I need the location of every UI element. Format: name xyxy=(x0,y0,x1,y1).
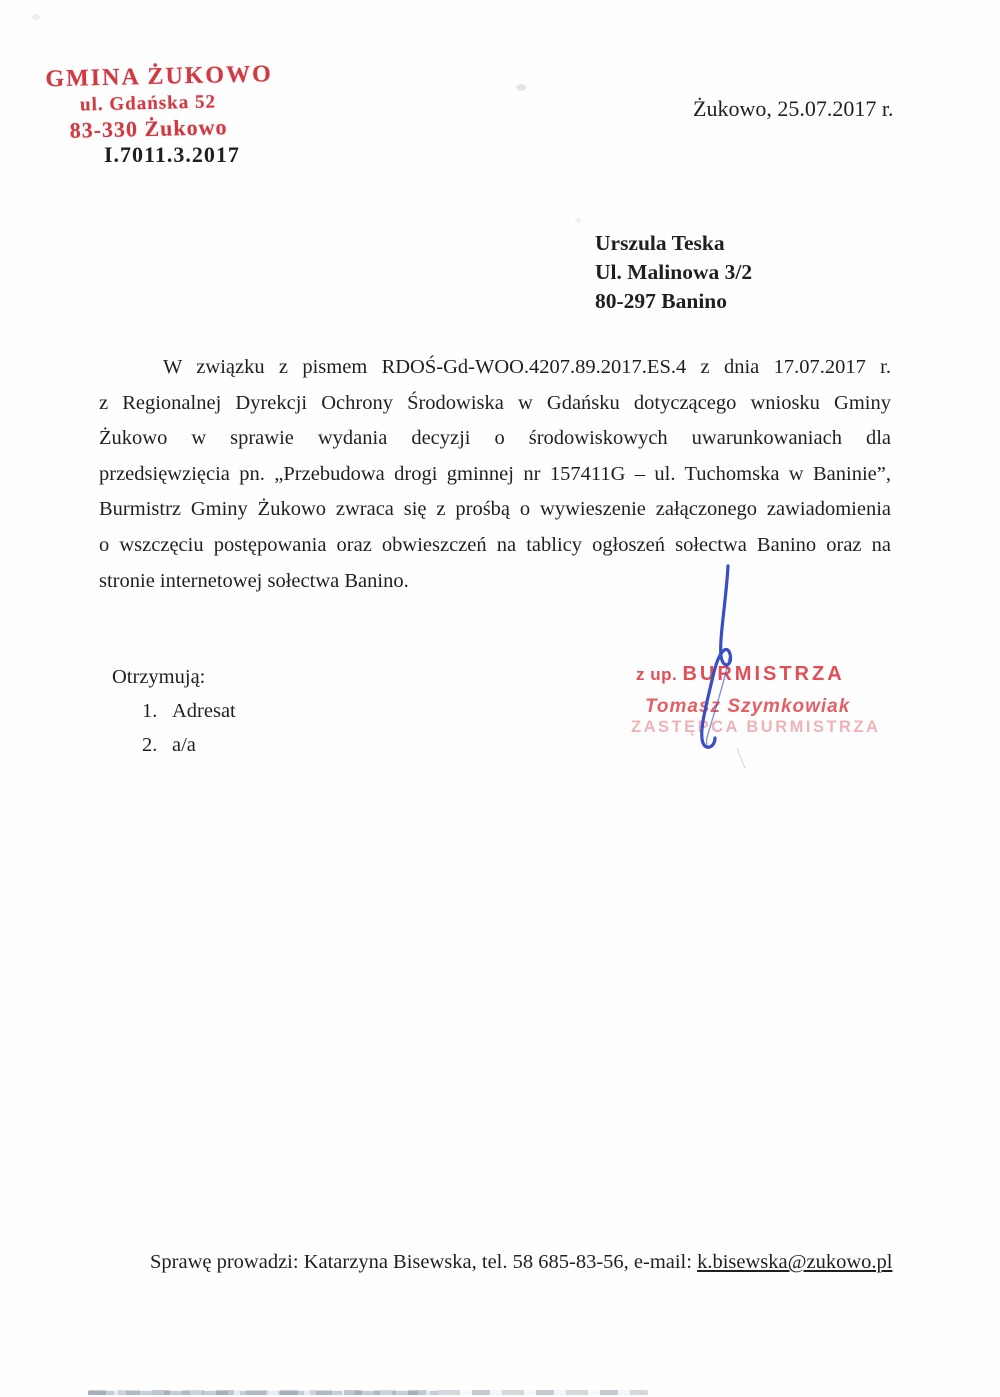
recipient-street: Ul. Malinowa 3/2 xyxy=(595,260,753,284)
letterhead-stamp xyxy=(45,61,274,145)
list-item-label: a/a xyxy=(172,734,196,756)
authority-prefix: z up. xyxy=(636,665,678,684)
distribution-list xyxy=(112,666,236,757)
body-line: z Regionalnej Dyrekcji Ochrony Środowiska w Gdańsku dotyczącego wniosku Gminy xyxy=(99,391,891,414)
scan-speck xyxy=(575,218,581,223)
scan-speck xyxy=(516,84,526,91)
body-line: Burmistrz Gminy Żukowo zwraca się z prośbą o wywieszenie załączonego zawiadomienia xyxy=(99,498,891,521)
recipient-city: 80-297 Banino xyxy=(595,289,728,313)
letterhead-org-name: GMINA ŻUKOWO xyxy=(45,61,274,93)
list-item xyxy=(142,734,236,757)
signer-name: Tomasz Szymkowiak xyxy=(645,696,851,717)
handwritten-signature xyxy=(655,552,785,782)
list-item-number: 1. xyxy=(142,700,158,722)
contact-text: Sprawę prowadzi: Katarzyna Bisewska, tel. 58 685-83-56, e-mail: xyxy=(150,1251,698,1273)
body-line: stronie internetowej sołectwa Banino. xyxy=(99,569,409,592)
recipient-block xyxy=(595,229,752,316)
recipient-name: Urszula Teska xyxy=(595,231,725,255)
body-line: przedsięwzięcia pn. „Przebudowa drogi gminnej nr 157411G – ul. Tuchomska w Baninie”, xyxy=(99,462,891,485)
dateline: Żukowo, 25.07.2017 r. xyxy=(693,96,894,121)
list-item-number: 2. xyxy=(142,734,158,756)
contact-footer xyxy=(150,1251,892,1274)
scanner-edge-artifact xyxy=(88,1391,438,1395)
authority-word: BURMISTRZA xyxy=(682,663,845,685)
distribution-heading: Otrzymują: xyxy=(112,666,206,688)
email-link[interactable]: k.bisewska@zukowo.pl xyxy=(697,1251,893,1273)
letterhead-postal: 83-330 Żukowo xyxy=(69,114,228,143)
list-item-label: Adresat xyxy=(172,700,236,722)
list-item xyxy=(142,700,236,723)
body-line: W związku z pismem RDOŚ-Gd-WOO.4207.89.2017.ES.4 z dnia 17.07.2017 r. xyxy=(163,356,891,378)
body-line: o wszczęciu postępowania oraz obwieszczeń na tablicy ogłoszeń sołectwa Banino oraz na xyxy=(99,533,891,556)
letterhead-street: ul. Gdańska 52 xyxy=(79,91,217,116)
body-line: Żukowo w sprawie wydania decyzji o środowiskowych uwarunkowaniach dla xyxy=(99,427,891,450)
signer-title: ZASTĘPCA BURMISTRZA xyxy=(631,718,881,736)
reference-number: I.7011.3.2017 xyxy=(104,142,240,167)
scan-speck xyxy=(32,14,40,20)
